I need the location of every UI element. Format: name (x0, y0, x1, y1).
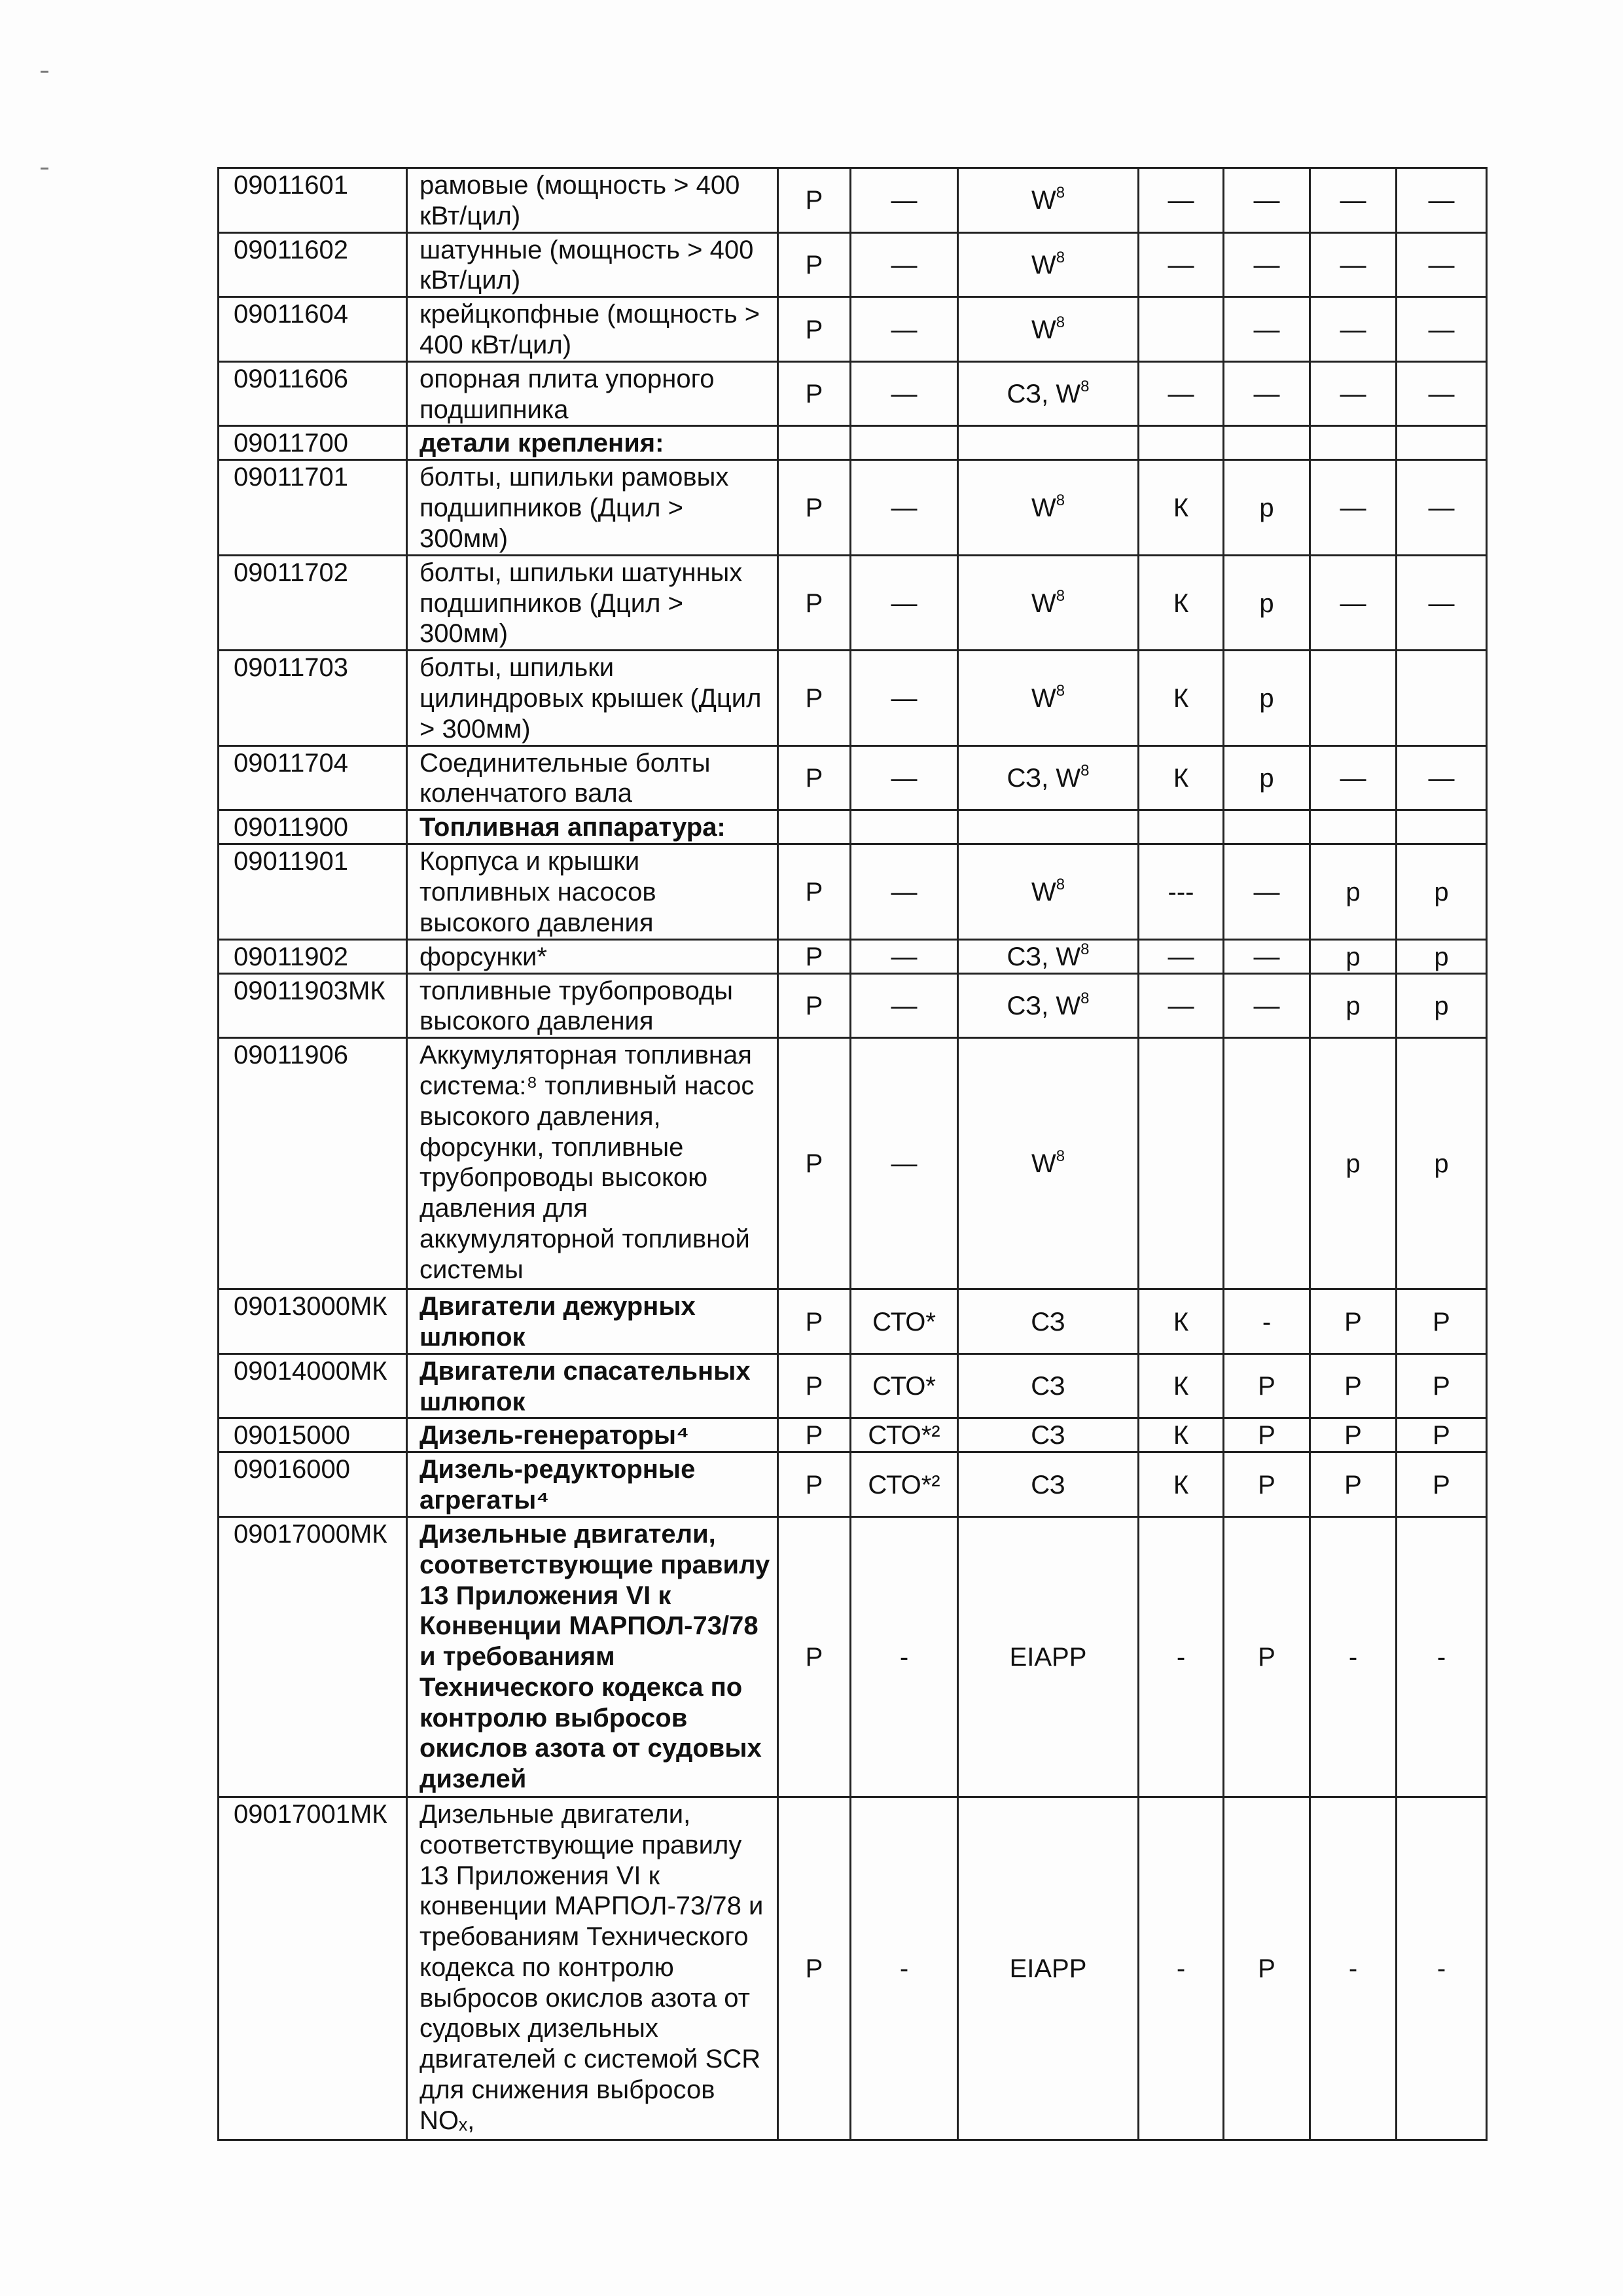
col-5-cell (958, 1354, 1139, 1418)
item-code: 09011906 (219, 1038, 407, 1289)
col-5-cell (958, 555, 1139, 650)
col-3-cell: Р (778, 1516, 851, 1797)
col-3-cell: Р (778, 1038, 851, 1289)
col-8-cell: — (1310, 297, 1397, 362)
footnote-marker: 8 (1080, 990, 1090, 1008)
col-4-cell: — (851, 460, 958, 555)
item-description: форсунки* (407, 939, 778, 973)
col-5-cell (958, 460, 1139, 555)
table-row (219, 426, 1487, 460)
col-8-cell: - (1310, 1797, 1397, 2140)
col-8-cell: р (1310, 939, 1397, 973)
table-row (219, 1354, 1487, 1418)
table-row (219, 1797, 1487, 2140)
col-7-cell (1224, 810, 1310, 844)
col-8-cell: — (1310, 460, 1397, 555)
col-8-cell: Р (1310, 1418, 1397, 1452)
col-9-cell: - (1397, 1516, 1487, 1797)
col-9-cell: р (1397, 939, 1487, 973)
item-code: 09011703 (219, 651, 407, 745)
table-row (219, 973, 1487, 1038)
col-9-cell (1397, 810, 1487, 844)
item-code: 09011901 (219, 844, 407, 939)
col-6-cell: К (1139, 745, 1224, 810)
col-8-cell: р (1310, 973, 1397, 1038)
item-code: 09014000МК (219, 1354, 407, 1418)
table-row (219, 651, 1487, 745)
col-3-cell: Р (778, 1418, 851, 1452)
col-5-cell (958, 1452, 1139, 1517)
table-row (219, 844, 1487, 939)
col-5-value: СЗ (1031, 1470, 1065, 1499)
col-6-cell: К (1139, 460, 1224, 555)
col-8-cell: — (1310, 361, 1397, 426)
footnote-marker: 8 (1080, 762, 1090, 780)
col-9-cell: р (1397, 973, 1487, 1038)
col-8-cell: — (1310, 555, 1397, 650)
col-4-cell: — (851, 1038, 958, 1289)
col-3-cell: Р (778, 844, 851, 939)
col-4-cell: — (851, 232, 958, 297)
item-code: 09011902 (219, 939, 407, 973)
col-7-cell: р (1224, 555, 1310, 650)
col-3-cell: Р (778, 1354, 851, 1418)
col-8-cell: — (1310, 168, 1397, 233)
item-description: болты, шпильки рамовых подшипников (Дцил > 300мм) (407, 460, 778, 555)
col-8-cell: р (1310, 1038, 1397, 1289)
col-4-cell: - (851, 1797, 958, 2140)
item-description: Дизельные двигатели, соответствующие правилу 13 Приложения VI к Конвенции МАРПОЛ-73/78 и требованиям Технического кодекса по контролю выбросов окислов азота от судовых дизелей (407, 1516, 778, 1797)
item-description: Двигатели спасательных шлюпок (407, 1354, 778, 1418)
table-row (219, 168, 1487, 233)
item-code: 09017000МК (219, 1516, 407, 1797)
col-4-cell: — (851, 168, 958, 233)
item-code: 09011604 (219, 297, 407, 362)
col-9-cell: — (1397, 297, 1487, 362)
item-description: Дизель-генераторы⁴ (407, 1418, 778, 1452)
footnote-marker: 8 (1056, 184, 1065, 202)
col-3-cell: Р (778, 232, 851, 297)
col-7-cell: Р (1224, 1354, 1310, 1418)
col-4-cell: — (851, 297, 958, 362)
col-7-cell: — (1224, 939, 1310, 973)
col-3-cell: Р (778, 651, 851, 745)
table-row (219, 460, 1487, 555)
col-6-cell: К (1139, 1289, 1224, 1354)
table-row (219, 939, 1487, 973)
col-3-cell: Р (778, 361, 851, 426)
table-row (219, 555, 1487, 650)
item-description: крейцкопфные (мощность > 400 кВт/цил) (407, 297, 778, 362)
col-7-cell: р (1224, 460, 1310, 555)
col-9-cell: Р (1397, 1354, 1487, 1418)
col-4-cell: — (851, 555, 958, 650)
table-row (219, 745, 1487, 810)
col-8-cell (1310, 810, 1397, 844)
col-5-value: СЗ (1031, 1372, 1065, 1401)
item-description: Корпуса и крышки топливных насосов высокого давления (407, 844, 778, 939)
footnote-marker: 8 (1056, 682, 1065, 700)
col-5-cell (958, 361, 1139, 426)
col-5-value: СЗ, W (1007, 991, 1081, 1020)
table-row (219, 1289, 1487, 1354)
footnote-marker: 8 (1056, 249, 1065, 267)
col-3-cell: Р (778, 1797, 851, 2140)
item-code: 09011704 (219, 745, 407, 810)
col-3-cell: Р (778, 745, 851, 810)
col-5-cell (958, 939, 1139, 973)
margin-mark (41, 71, 48, 73)
item-description: Двигатели дежурных шлюпок (407, 1289, 778, 1354)
register-table (217, 167, 1488, 2141)
col-5-cell (958, 426, 1139, 460)
col-5-cell (958, 810, 1139, 844)
col-7-cell: — (1224, 168, 1310, 233)
footnote-marker: 8 (1080, 940, 1090, 958)
col-7-cell: р (1224, 745, 1310, 810)
item-code: 09017001МК (219, 1797, 407, 2140)
col-5-value: СЗ, W (1007, 942, 1081, 971)
col-7-cell: - (1224, 1289, 1310, 1354)
col-7-cell (1224, 1038, 1310, 1289)
table-row (219, 1038, 1487, 1289)
col-3-cell (778, 810, 851, 844)
col-5-value: СЗ, W (1007, 380, 1081, 409)
col-4-cell: СТО* (851, 1354, 958, 1418)
col-5-cell (958, 973, 1139, 1038)
col-5-cell (958, 168, 1139, 233)
col-6-cell: К (1139, 555, 1224, 650)
table-row (219, 232, 1487, 297)
col-5-cell (958, 745, 1139, 810)
footnote-marker: 8 (1080, 378, 1090, 396)
col-7-cell: — (1224, 844, 1310, 939)
item-code: 09011701 (219, 460, 407, 555)
col-3-cell: Р (778, 939, 851, 973)
col-5-value: W (1031, 250, 1056, 279)
col-4-cell: — (851, 745, 958, 810)
col-6-cell: — (1139, 168, 1224, 233)
table-row (219, 361, 1487, 426)
col-8-cell: — (1310, 745, 1397, 810)
item-description: шатунные (мощность > 400 кВт/цил) (407, 232, 778, 297)
col-4-cell: СТО*² (851, 1452, 958, 1517)
col-5-value: СЗ, W (1007, 763, 1081, 793)
footnote-marker: 8 (1056, 1147, 1065, 1166)
col-5-cell (958, 1289, 1139, 1354)
item-description: болты, шпильки шатунных подшипников (Дцил > 300мм) (407, 555, 778, 650)
col-9-cell: — (1397, 361, 1487, 426)
col-9-cell: Р (1397, 1289, 1487, 1354)
col-7-cell: р (1224, 651, 1310, 745)
col-7-cell: — (1224, 232, 1310, 297)
col-9-cell: — (1397, 555, 1487, 650)
col-6-cell (1139, 426, 1224, 460)
col-7-cell: — (1224, 973, 1310, 1038)
item-description: рамовые (мощность > 400 кВт/цил) (407, 168, 778, 233)
table-row (219, 810, 1487, 844)
col-5-value: EIAPP (1009, 1954, 1087, 1983)
col-5-cell (958, 232, 1139, 297)
col-5-value: EIAPP (1009, 1643, 1087, 1672)
item-code: 09011606 (219, 361, 407, 426)
col-6-cell: - (1139, 1516, 1224, 1797)
col-5-value: W (1031, 1149, 1056, 1179)
col-8-cell: — (1310, 232, 1397, 297)
col-4-cell: — (851, 973, 958, 1038)
col-3-cell: Р (778, 1289, 851, 1354)
col-5-cell (958, 1516, 1139, 1797)
col-6-cell (1139, 1038, 1224, 1289)
col-6-cell: К (1139, 1452, 1224, 1517)
col-9-cell: — (1397, 460, 1487, 555)
item-description: Дизель-редукторные агрегаты⁴ (407, 1452, 778, 1517)
col-6-cell (1139, 297, 1224, 362)
col-9-cell: р (1397, 1038, 1487, 1289)
col-6-cell: — (1139, 361, 1224, 426)
item-code: 09011601 (219, 168, 407, 233)
col-8-cell (1310, 426, 1397, 460)
col-8-cell: р (1310, 844, 1397, 939)
col-7-cell (1224, 426, 1310, 460)
table-body (219, 168, 1487, 2140)
col-4-cell: СТО*² (851, 1418, 958, 1452)
col-9-cell: — (1397, 745, 1487, 810)
col-6-cell: К (1139, 1418, 1224, 1452)
col-9-cell: — (1397, 168, 1487, 233)
col-3-cell: Р (778, 1452, 851, 1517)
col-5-cell (958, 1418, 1139, 1452)
col-9-cell (1397, 651, 1487, 745)
col-9-cell: — (1397, 232, 1487, 297)
item-code: 09011900 (219, 810, 407, 844)
item-description: топливные трубопроводы высокого давления (407, 973, 778, 1038)
col-9-cell: - (1397, 1797, 1487, 2140)
col-5-value: W (1031, 186, 1056, 215)
table-row (219, 1516, 1487, 1797)
col-9-cell: Р (1397, 1452, 1487, 1517)
col-3-cell: Р (778, 460, 851, 555)
col-9-cell: Р (1397, 1418, 1487, 1452)
item-code: 09011700 (219, 426, 407, 460)
footnote-marker: 8 (1056, 876, 1065, 894)
col-8-cell: Р (1310, 1452, 1397, 1517)
item-description: Топливная аппаратура: (407, 810, 778, 844)
col-6-cell: К (1139, 651, 1224, 745)
col-8-cell: - (1310, 1516, 1397, 1797)
footnote-marker: 8 (1056, 313, 1065, 331)
col-5-cell (958, 651, 1139, 745)
col-4-cell (851, 810, 958, 844)
footnote-marker: 8 (1056, 492, 1065, 510)
col-7-cell: Р (1224, 1452, 1310, 1517)
col-4-cell: — (851, 361, 958, 426)
col-5-value: W (1031, 315, 1056, 344)
col-3-cell: Р (778, 555, 851, 650)
item-description: Аккумуляторная топливная система:⁸ топливный насос высокого давления, форсунки, топливные трубопроводы высокою давления для аккумуляторной топливной системы (407, 1038, 778, 1289)
col-6-cell: --- (1139, 844, 1224, 939)
col-4-cell: — (851, 651, 958, 745)
col-4-cell: — (851, 939, 958, 973)
col-3-cell (778, 426, 851, 460)
item-code: 09011702 (219, 555, 407, 650)
col-5-value: W (1031, 588, 1056, 618)
item-code: 09015000 (219, 1418, 407, 1452)
col-4-cell: - (851, 1516, 958, 1797)
col-8-cell: Р (1310, 1354, 1397, 1418)
col-4-cell: СТО* (851, 1289, 958, 1354)
item-description: опорная плита упорного подшипника (407, 361, 778, 426)
col-5-value: СЗ (1031, 1307, 1065, 1336)
item-description: Дизельные двигатели, соответствующие правилу 13 Приложения VI к конвенции МАРПОЛ-73/78 и требованиям Технического кодекса по контролю выбросов окислов азота от судовых дизельных двигателей с системой SCR для снижения выбросов NOₓ, (407, 1797, 778, 2140)
col-5-value: W (1031, 683, 1056, 713)
item-code: 09016000 (219, 1452, 407, 1517)
col-4-cell (851, 426, 958, 460)
col-5-cell (958, 1797, 1139, 2140)
col-3-cell: Р (778, 168, 851, 233)
col-8-cell (1310, 651, 1397, 745)
col-7-cell: Р (1224, 1418, 1310, 1452)
col-5-cell (958, 297, 1139, 362)
col-6-cell (1139, 810, 1224, 844)
col-6-cell: К (1139, 1354, 1224, 1418)
col-9-cell (1397, 426, 1487, 460)
item-description: детали крепления: (407, 426, 778, 460)
col-6-cell: — (1139, 232, 1224, 297)
col-7-cell: — (1224, 297, 1310, 362)
table-row (219, 297, 1487, 362)
margin-mark (41, 168, 48, 170)
col-6-cell: — (1139, 939, 1224, 973)
col-5-cell (958, 1038, 1139, 1289)
col-5-value: СЗ (1031, 1421, 1065, 1450)
table-row (219, 1452, 1487, 1517)
col-3-cell: Р (778, 973, 851, 1038)
col-7-cell: Р (1224, 1516, 1310, 1797)
col-3-cell: Р (778, 297, 851, 362)
item-description: Соединительные болты коленчатого вала (407, 745, 778, 810)
col-5-value: W (1031, 877, 1056, 906)
col-4-cell: — (851, 844, 958, 939)
col-7-cell: Р (1224, 1797, 1310, 2140)
footnote-marker: 8 (1056, 586, 1065, 605)
item-description: болты, шпильки цилиндровых крышек (Дцил > 300мм) (407, 651, 778, 745)
col-9-cell: р (1397, 844, 1487, 939)
col-6-cell: — (1139, 973, 1224, 1038)
item-code: 09011602 (219, 232, 407, 297)
col-8-cell: Р (1310, 1289, 1397, 1354)
item-code: 09013000МК (219, 1289, 407, 1354)
col-5-value: W (1031, 493, 1056, 523)
table-row (219, 1418, 1487, 1452)
item-code: 09011903МК (219, 973, 407, 1038)
col-7-cell: — (1224, 361, 1310, 426)
col-5-cell (958, 844, 1139, 939)
col-6-cell: - (1139, 1797, 1224, 2140)
